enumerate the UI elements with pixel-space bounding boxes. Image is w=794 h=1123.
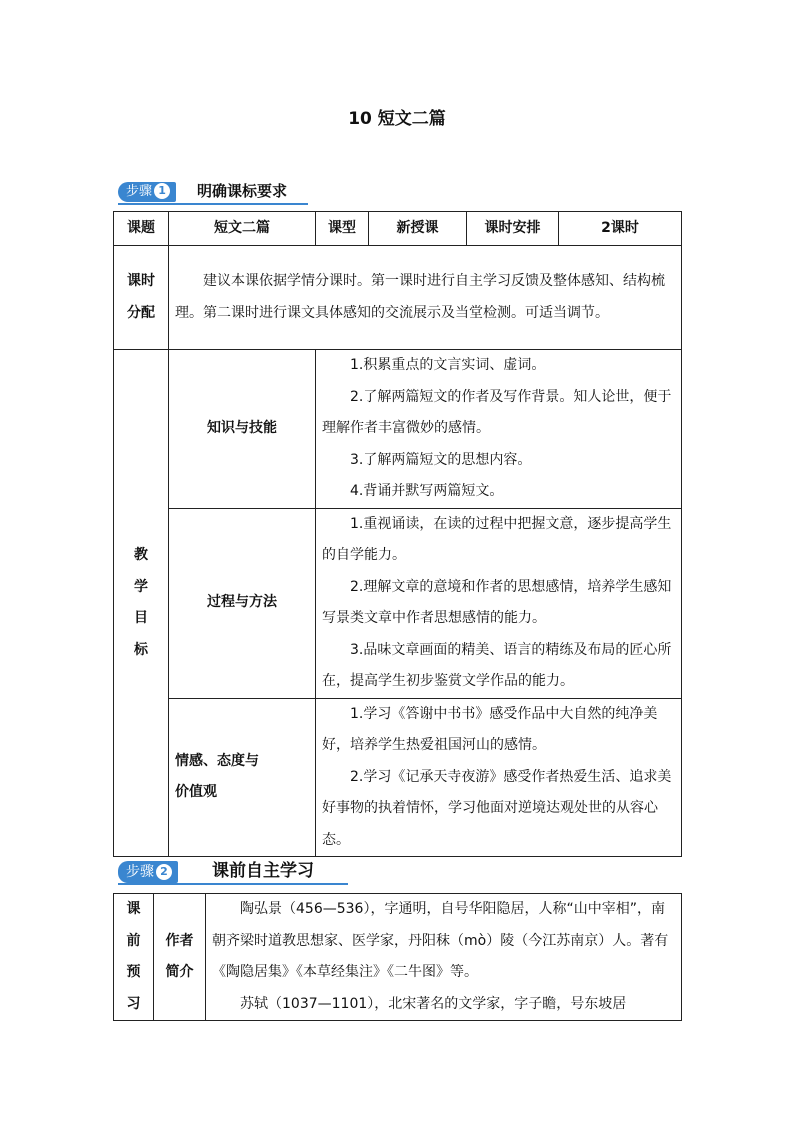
goal-label-char: 标 xyxy=(134,641,148,658)
goal-category-line: 情感、态度与 xyxy=(175,752,259,769)
author-intro-label xyxy=(154,894,206,1021)
goal-label xyxy=(114,350,169,857)
table-row xyxy=(114,246,682,350)
table-row xyxy=(114,212,682,246)
goal-category-knowledge: 知识与技能 xyxy=(169,350,316,509)
cell-topic-value: 短文二篇 xyxy=(169,212,316,246)
goal-items-process xyxy=(316,508,682,698)
page-title: 10 短文二篇 xyxy=(348,109,446,129)
step1-number-icon: 1 xyxy=(154,183,170,199)
step1-title: 明确课标要求 xyxy=(197,182,288,200)
alloc-label-line: 课时 xyxy=(127,273,155,289)
step2-header xyxy=(118,859,358,885)
step1-header xyxy=(118,180,318,206)
goal-label-char: 学 xyxy=(134,578,148,595)
goal-label-char: 目 xyxy=(134,610,148,626)
cell-hours-value: 2课时 xyxy=(559,212,682,246)
author-intro-label-line: 简介 xyxy=(165,964,194,980)
table-row xyxy=(114,698,682,857)
table-row xyxy=(114,350,682,509)
step2-badge-label: 步骤 xyxy=(126,864,154,880)
table-row xyxy=(114,508,682,698)
alloc-label xyxy=(114,246,169,350)
table-row xyxy=(114,894,682,1021)
goal-items-knowledge xyxy=(316,350,682,509)
preview-table xyxy=(113,893,682,1021)
step1-badge xyxy=(118,182,176,202)
goal-item: 2.理解文章的意境和作者的思想感情，培养学生感知写景类文章中作者思想感情的能力。 xyxy=(322,578,672,626)
preview-label-char: 预 xyxy=(126,964,141,980)
author-paragraph: 苏轼（1037—1101），北宋著名的文学家，字子瞻，号东坡居 xyxy=(240,995,627,1012)
cell-type-value: 新授课 xyxy=(369,212,467,246)
goal-category-attitude xyxy=(169,698,316,857)
alloc-text xyxy=(169,246,682,350)
step2-number-icon: 2 xyxy=(156,864,172,880)
goal-item: 3.了解两篇短文的思想内容。 xyxy=(350,451,532,468)
cell-topic-label: 课题 xyxy=(114,212,169,246)
goal-item: 2.学习《记承天寺夜游》感受作者热爱生活、追求美好事物的执着情怀，学习他面对逆境达观处世的从容心态。 xyxy=(322,768,672,848)
goal-item: 4.背诵并默写两篇短文。 xyxy=(350,483,504,499)
preview-label-char: 前 xyxy=(126,932,141,949)
goal-item: 1.积累重点的文言实词、虚词。 xyxy=(350,357,546,373)
author-paragraph: 陶弘景（456—536），字通明，自号华阳隐居，人称“山中宰相”，南朝齐梁时道教思想家、医学家，丹阳秣（mò）陵（今江苏南京）人。著有《陶隐居集》《本草经集注》《二牛图》等。 xyxy=(212,901,669,980)
alloc-paragraph: 建议本课依据学情分课时。第一课时进行自主学习反馈及整体感知、结构梳理。第二课时进行课文具体感知的交流展示及当堂检测。可适当调节。 xyxy=(175,273,665,321)
goal-item: 1.学习《答谢中书书》感受作品中大自然的纯净美好，培养学生热爱祖国河山的感情。 xyxy=(322,705,658,753)
cell-type-label: 课型 xyxy=(316,212,369,246)
goal-label-char: 教 xyxy=(134,547,148,563)
goal-items-attitude xyxy=(316,698,682,857)
author-intro-label-line: 作者 xyxy=(165,932,194,949)
goal-category-line: 价值观 xyxy=(175,784,217,801)
goal-category-process: 过程与方法 xyxy=(169,508,316,698)
author-intro-text xyxy=(206,894,682,1021)
step1-badge-label: 步骤 xyxy=(126,184,153,199)
step1-underline xyxy=(118,203,308,205)
preview-label-char: 习 xyxy=(126,995,141,1012)
preview-label xyxy=(114,894,154,1021)
goal-item: 3.品味文章画面的精美、语言的精练及布局的匠心所在，提高学生初步鉴赏文学作品的能力。 xyxy=(322,641,672,689)
step2-badge xyxy=(118,861,178,883)
step2-underline xyxy=(118,883,348,885)
goal-item: 1.重视诵读，在读的过程中把握文意，逐步提高学生的自学能力。 xyxy=(322,515,672,563)
step2-title: 课前自主学习 xyxy=(212,861,314,881)
course-requirements-table xyxy=(113,211,682,857)
alloc-label-line: 分配 xyxy=(127,304,155,321)
goal-item: 2.了解两篇短文的作者及写作背景。知人论世，便于理解作者丰富微妙的感情。 xyxy=(322,388,672,436)
preview-label-char: 课 xyxy=(126,901,141,917)
cell-hours-label: 课时安排 xyxy=(467,212,559,246)
